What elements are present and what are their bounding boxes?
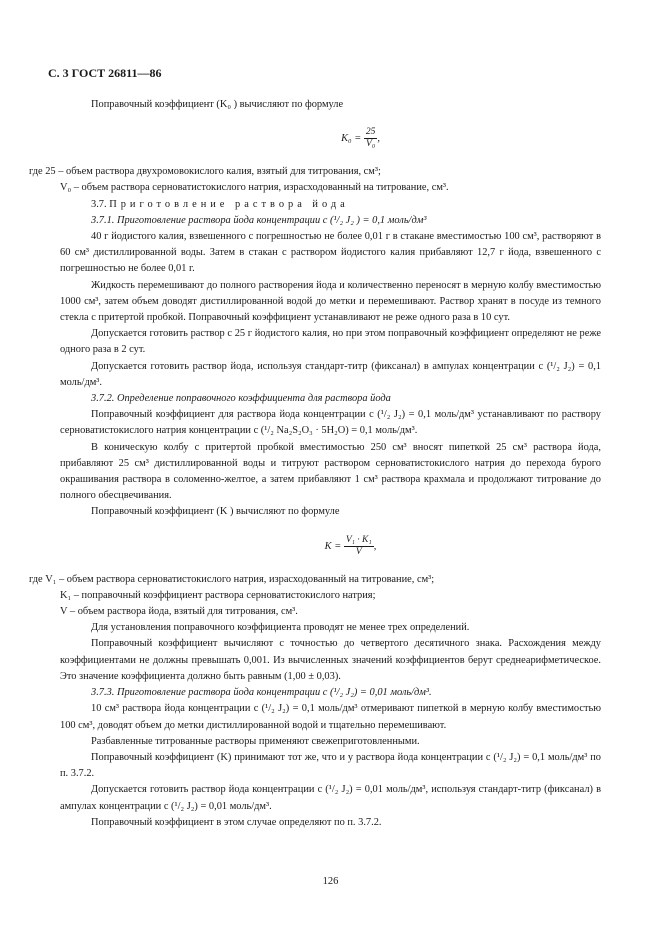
formula-k0-lhs: K₀ = — [341, 133, 362, 145]
paragraph-k-intro: Поправочный коэффициент (K ) вычисляют по формуле — [91, 506, 340, 518]
where-v1: где V₁ – объем раствора серноватистокислого натрия, израсходованный на титрование, см³; — [29, 573, 435, 585]
section-3-7-3-title: 3.7.3. Приготовление раствора йода концентрации c (¹/₂ J₂) = 0,01 моль/дм³. — [91, 687, 432, 699]
section-3-7-heading — [60, 197, 601, 213]
formula-k-denominator: V — [355, 546, 362, 557]
section-3-7-number: 3.7. — [91, 198, 107, 210]
page-body — [29, 97, 601, 831]
paragraph-allowed-25g: Допускается готовить раствор с 25 г йодистого калия, но при этом поправочный коэффициент определяют не реже одного раза в 2 сут. — [60, 328, 601, 356]
formula-k0 — [120, 127, 601, 150]
where-v: V – объем раствора йода, взятый для титрования, см³. — [60, 606, 298, 618]
paragraph-allowed-001: Допускается готовить раствор йода концентрации c (¹/₂ J₂) = 0,01 моль/дм³, используя стандарт-титр (фиксанал) в ампулах концентрации c (¹/₂ J₂) = 0,01 моль/дм³. — [60, 784, 601, 812]
section-3-7-1-title: 3.7.1. Приготовление раствора йода концентрации c (¹/₂ J₂ ) = 0,1 моль/дм³ — [91, 214, 427, 226]
section-3-7-2-heading — [60, 391, 601, 407]
formula-k0-fraction — [364, 127, 378, 150]
paragraph-coef-iodine: Поправочный коэффициент для раствора йода концентрации c (¹/₂ J₂) = 0,1 моль/дм³ устанавливают по раствору серноватистокислого натрия концентрации c (¹/₂ Na₂S₂O₃ · 5H₂O) = 0,1 моль/дм³. — [60, 409, 601, 437]
paragraph-liquid: Жидкость перемешивают до полного растворения йода и количественно переносят в мерную колбу вместимостью 1000 см³, затем объем доводят дистиллированной водой до метки и перемешивают. Раствор хранят в посуде из темного стекла с притертой пробкой. Поправочный коэффициент устанавливают не реже одного раза в 10 сут. — [60, 279, 601, 324]
where-v0: V₀ – объем раствора серноватистокислого натрия, израсходованный на титрование, см³. — [60, 182, 449, 194]
paragraph-diluted: Разбавленные титрованные растворы применяют свежеприготовленными. — [91, 735, 420, 747]
paragraph-k0-intro: Поправочный коэффициент (K₀ ) вычисляют по формуле — [91, 99, 344, 110]
formula-k0-denominator: V₀ — [366, 139, 376, 150]
paragraph-flask: В коническую колбу с притертой пробкой вместимостью 250 см³ вносят пипеткой 25 см³ раствора йода, прибавляют 25 см³ дистиллированной воды и титруют раствором серноватистокислого натрия до перехода бурого окрашивания раствора в соломенно-желтое, а затем прибавляют 1 см³ раствора крахмала и продолжают титрование до полного обесцвечивания. — [60, 441, 601, 502]
formula-k-tail: , — [373, 540, 377, 552]
formula-k — [100, 535, 601, 558]
paragraph-allowed-fixanal: Допускается готовить раствор йода, используя стандарт-титр (фиксанал) в ампулах концентрации c (¹/₂ J₂) = 0,1 моль/дм³. — [60, 360, 601, 388]
paragraph-this-case: Поправочный коэффициент в этом случае определяют по п. 3.7.2. — [91, 816, 382, 828]
section-3-7-1-heading — [60, 213, 601, 229]
paragraph-10cm: 10 см³ раствора йода концентрации c (¹/₂ J₂) = 0,1 моль/дм³ отмеривают пипеткой в мерную колбу вместимостью 100 см³, доводят объем до метки дистиллированной водой и тщательно перемешивают. — [60, 703, 601, 731]
formula-k-lhs: K = — [324, 540, 342, 552]
paragraph-calculation: Поправочный коэффициент вычисляют с точностью до четвертого десятичного знака. Расхождения между коэффициентами не должны превышать 0,001. Из вычисленных значений коэффициентов берут среднеарифметическое. Это значение коэффициента должно быть равным (1,00 ± 0,03). — [60, 638, 601, 682]
paragraph-same-coef: Поправочный коэффициент (K) принимают тот же, что и у раствора йода концентрации c (¹/₂ J₂) = 0,1 моль/дм³ по п. 3.7.2. — [60, 751, 601, 780]
section-3-7-3-heading — [60, 685, 601, 701]
section-3-7-2-title: 3.7.2. Определение поправочного коэффициента для раствора йода — [91, 393, 391, 405]
page-header: С. 3 ГОСТ 26811—86 — [48, 66, 162, 80]
formula-k0-tail: , — [377, 133, 380, 145]
where-25: где 25 – объем раствора двухромовокислого калия, взятый для титрования, см³; — [29, 166, 381, 178]
formula-k-numerator: V₁ · K₁ — [345, 534, 372, 545]
paragraph-iodide: 40 г йодистого калия, взвешенного с погрешностью не более 0,01 г в стакане вместимостью 100 см³, растворяют в 60 см³ дистиллированной воды. Затем в стакан с раствором йодистого калия прибавляют 12,7 г йода, взвешенного с погрешностью не более 0,01 г. — [60, 231, 601, 275]
formula-k0-numerator: 25 — [365, 127, 376, 138]
section-3-7-title: Приготовление раствора йода — [109, 198, 349, 210]
where-k1: K₁ – поправочный коэффициент раствора серноватистокислого натрия; — [60, 589, 376, 601]
page-number: 126 — [322, 876, 339, 887]
paragraph-three-determinations: Для установления поправочного коэффициента проводят не менее трех определений. — [91, 622, 470, 634]
formula-k-fraction — [344, 535, 374, 558]
